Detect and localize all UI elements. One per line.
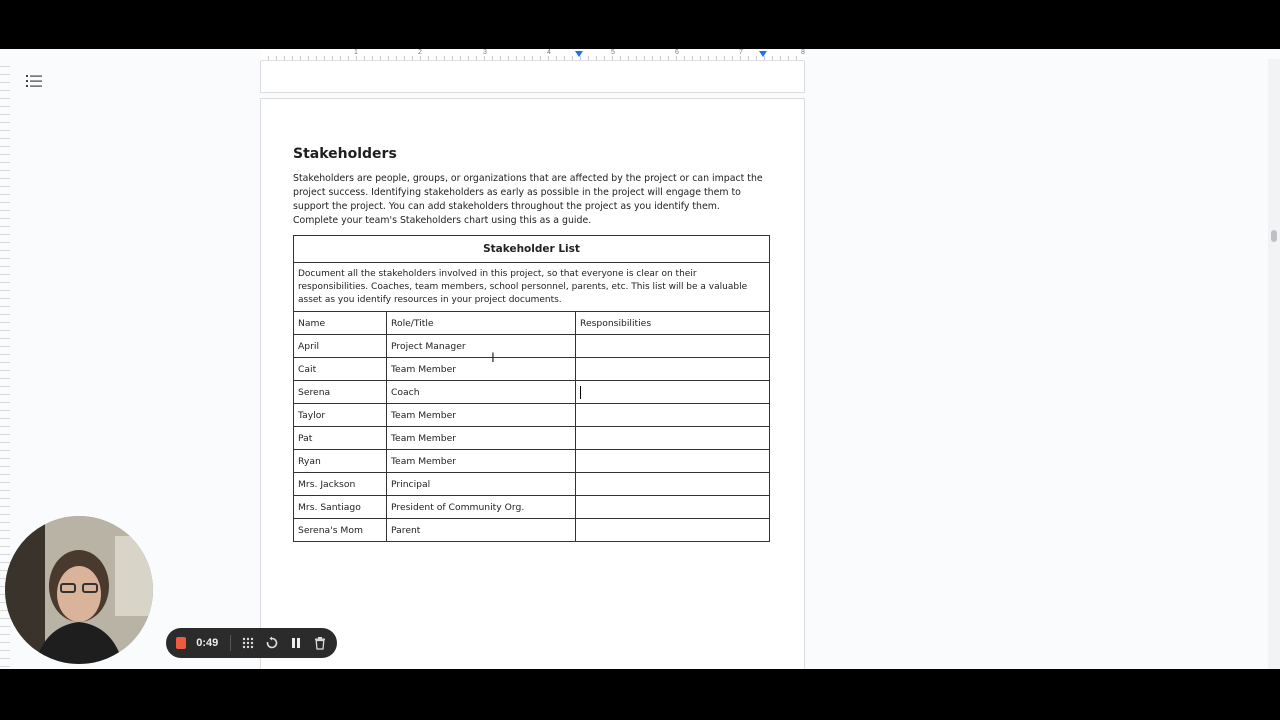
table-row [294, 335, 770, 358]
table-description: Document all the stakeholders involved in this project, so that everyone is clear on their responsibilities. Coaches, team members, school personnel, parents, etc. This list will be a valuable asset as you identify resources in your project documents. [294, 263, 770, 312]
letterbox-bottom [0, 669, 1280, 720]
cell-role[interactable]: Parent [387, 519, 576, 542]
table-row [294, 404, 770, 427]
cell-role[interactable]: Principal [387, 473, 576, 496]
cell-name[interactable]: Mrs. Jackson [294, 473, 387, 496]
table-row [294, 473, 770, 496]
table-row [294, 450, 770, 473]
cell-responsibilities[interactable] [576, 358, 770, 381]
cell-name[interactable]: Serena [294, 381, 387, 404]
drag-grid-icon[interactable] [241, 636, 255, 650]
table-header-row [294, 312, 770, 335]
cell-role[interactable]: Team Member [387, 450, 576, 473]
delete-icon[interactable] [313, 636, 327, 650]
presenter-video [5, 516, 153, 664]
cell-name[interactable]: April [294, 335, 387, 358]
cell-name[interactable]: Mrs. Santiago [294, 496, 387, 519]
docs-editor [0, 49, 1280, 669]
section-intro-text: Stakeholders are people, groups, or organizations that are affected by the project or can impact the project success. Identifying stakeholders as early as possible in the project will engage them to support the project. You can add stakeholders throughout the project as you identify them. Complete your team's Stakeholders chart using this as a guide. [293, 173, 763, 226]
i-beam-cursor-icon: I [491, 349, 495, 365]
cell-responsibilities-active[interactable] [576, 381, 770, 404]
letterbox-top [0, 0, 1280, 49]
ruler-number: 1 [354, 49, 358, 56]
recording-toolbar [166, 628, 337, 658]
cell-role[interactable]: Team Member [387, 358, 576, 381]
ruler-number: 5 [611, 49, 615, 56]
column-header-role[interactable]: Role/Title [387, 312, 576, 335]
horizontal-ruler[interactable] [261, 49, 804, 61]
table-row [294, 519, 770, 542]
ruler-number: 7 [739, 49, 743, 56]
toolbar-divider [230, 635, 231, 651]
cell-name[interactable]: Pat [294, 427, 387, 450]
restart-icon[interactable] [265, 636, 279, 650]
cell-role[interactable]: Project Manager [387, 335, 576, 358]
table-title: Stakeholder List [294, 236, 770, 263]
section-heading: Stakeholders [293, 146, 397, 162]
indent-marker[interactable] [575, 51, 583, 57]
cell-name[interactable]: Ryan [294, 450, 387, 473]
cell-responsibilities[interactable] [576, 450, 770, 473]
table-row [294, 381, 770, 404]
cell-name[interactable]: Cait [294, 358, 387, 381]
ruler-number: 8 [801, 49, 805, 56]
cell-responsibilities[interactable] [576, 496, 770, 519]
webcam-bubble[interactable] [5, 516, 153, 664]
recording-timer: 0:49 [196, 637, 219, 649]
text-caret [580, 386, 581, 399]
ruler-number: 3 [483, 49, 487, 56]
previous-page-bottom [260, 61, 805, 93]
table-row [294, 358, 770, 381]
table-row [294, 496, 770, 519]
ruler-number: 6 [675, 49, 679, 56]
cell-role[interactable]: Coach [387, 381, 576, 404]
cell-name[interactable]: Taylor [294, 404, 387, 427]
cell-role[interactable]: President of Community Org. [387, 496, 576, 519]
vertical-scrollbar[interactable] [1268, 59, 1280, 669]
stop-icon[interactable] [176, 637, 186, 649]
document-outline-icon[interactable] [24, 71, 44, 91]
right-indent-marker[interactable] [759, 51, 767, 57]
cell-responsibilities[interactable] [576, 427, 770, 450]
cell-name[interactable]: Serena's Mom [294, 519, 387, 542]
ruler-number: 4 [547, 49, 551, 56]
cell-responsibilities[interactable] [576, 404, 770, 427]
table-row [294, 427, 770, 450]
column-header-responsibilities[interactable]: Responsibilities [576, 312, 770, 335]
stakeholder-table [293, 235, 770, 542]
column-header-name[interactable]: Name [294, 312, 387, 335]
cell-responsibilities[interactable] [576, 335, 770, 358]
document-page[interactable] [260, 98, 805, 669]
cell-role[interactable]: Team Member [387, 404, 576, 427]
cell-responsibilities[interactable] [576, 519, 770, 542]
ruler-number: 2 [418, 49, 422, 56]
cell-role[interactable]: Team Member [387, 427, 576, 450]
scrollbar-thumb[interactable] [1271, 230, 1277, 242]
cell-responsibilities[interactable] [576, 473, 770, 496]
pause-icon[interactable] [289, 636, 303, 650]
